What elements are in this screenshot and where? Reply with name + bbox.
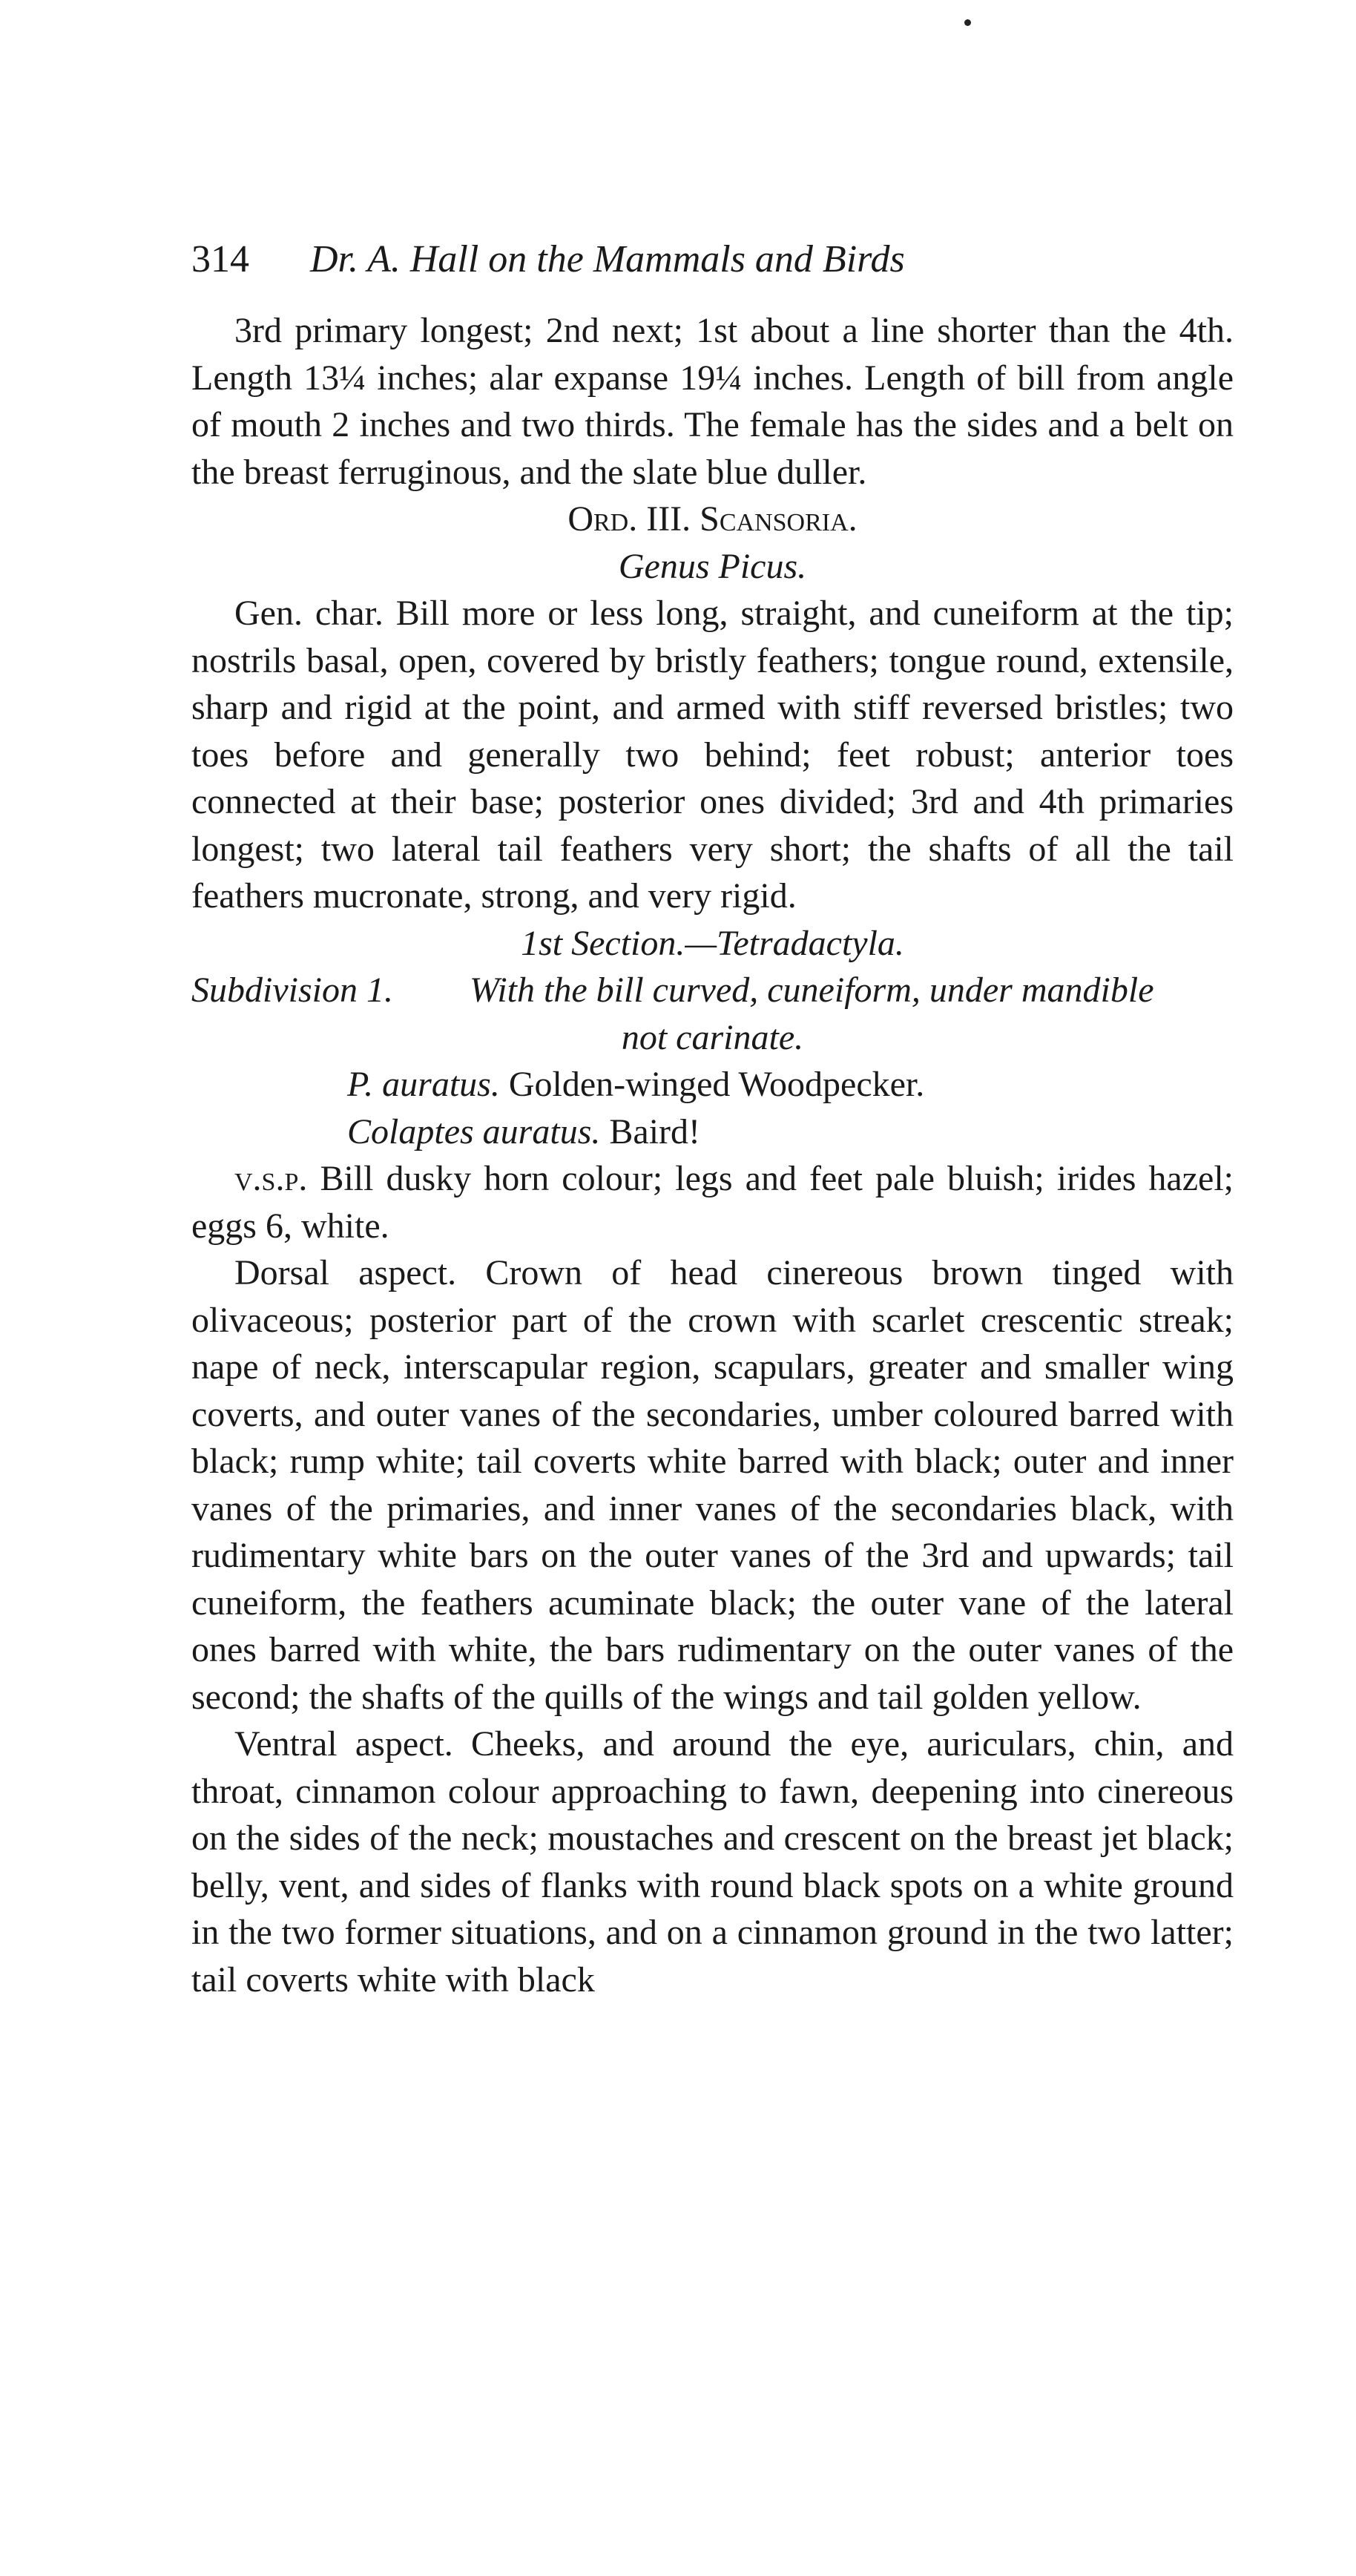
order-heading: Ord. III. Scansoria.: [567, 499, 858, 539]
species-common-name: Golden-winged Woodpecker.: [508, 1065, 925, 1104]
page-number: 314: [191, 238, 249, 280]
page-body: [191, 230, 1234, 2003]
vsp-label: v.s.p.: [234, 1159, 308, 1198]
species-line-2: [191, 1108, 1234, 1156]
species-latin-name: P. auratus.: [347, 1065, 500, 1104]
species-synonym: Colaptes auratus.: [347, 1111, 601, 1151]
species-line-1: [191, 1061, 1234, 1108]
running-title: Dr. A. Hall on the Mammals and Birds: [310, 238, 905, 280]
genus-heading: Genus Picus.: [618, 546, 807, 586]
section-heading: 1st Section.—Tetradactyla.: [521, 923, 904, 963]
print-speck: [964, 19, 971, 26]
subdivision-heading: [191, 967, 1234, 1061]
paragraph-ventral-aspect: Ventral aspect. Cheeks, and around the eye, auriculars, chin, and throat, cinnamon colour approaching to fawn, deepening into cinereous on the sides of the neck; moustaches and crescent on the breast jet black; belly, vent, and sides of flanks with round black spots on a white ground in the two former situations, and on a cinnamon ground in the two latter; tail coverts white with black: [191, 1724, 1234, 2000]
paragraph-generic-characters: Gen. char. Bill more or less long, straight, and cuneiform at the tip; nostrils basal, open, covered by bristly feathers; tongue round, extensile, sharp and rigid at the point, and armed with stiff reversed bristles; two toes before and generally two behind; feet robust; anterior toes connected at their base; posterior ones divided; 3rd and 4th primaries longest; two lateral tail feathers very short; the shafts of all the tail feathers mucronate, strong, and very rigid.: [191, 594, 1234, 916]
species-authority: Baird!: [609, 1111, 700, 1151]
paragraph-dorsal-aspect: Dorsal aspect. Crown of head cinereous brown tinged with olivaceous; posterior part of the crown with scarlet crescentic streak; nape of neck, interscapular region, scapulars, greater and smaller wing coverts, and outer vanes of the secondaries, umber coloured barred with black; rump white; tail coverts white barred with black; outer and inner vanes of the primaries, and inner vanes of the secondaries black, with rudimentary white bars on the outer vanes of the 3rd and upwards; tail cuneiform, the feathers acuminate black; the outer vane of the lateral ones barred with white, the bars rudimentary on the outer vanes of the second; the shafts of the quills of the wings and tail golden yellow.: [191, 1253, 1234, 1717]
paragraph-measurements: 3rd primary longest; 2nd next; 1st about a line shorter than the 4th. Length 13¼ inches; alar expanse 19¼ inches. Length of bill from angle of mouth 2 inches and two thirds. The female has the sides and a belt on the breast ferruginous, and the slate blue duller.: [191, 311, 1234, 492]
paragraph-vsp: [191, 1155, 1234, 1249]
running-head: [191, 230, 1234, 289]
subdivision-text-line-1: With the bill curved, cuneiform, under mandible: [470, 970, 1154, 1010]
vsp-text: Bill dusky horn colour; legs and feet pale bluish; irides hazel; eggs 6, white.: [191, 1159, 1234, 1246]
subdivision-text-line-2: not carinate.: [621, 1017, 804, 1057]
subdivision-label: Subdivision 1.: [191, 970, 393, 1010]
